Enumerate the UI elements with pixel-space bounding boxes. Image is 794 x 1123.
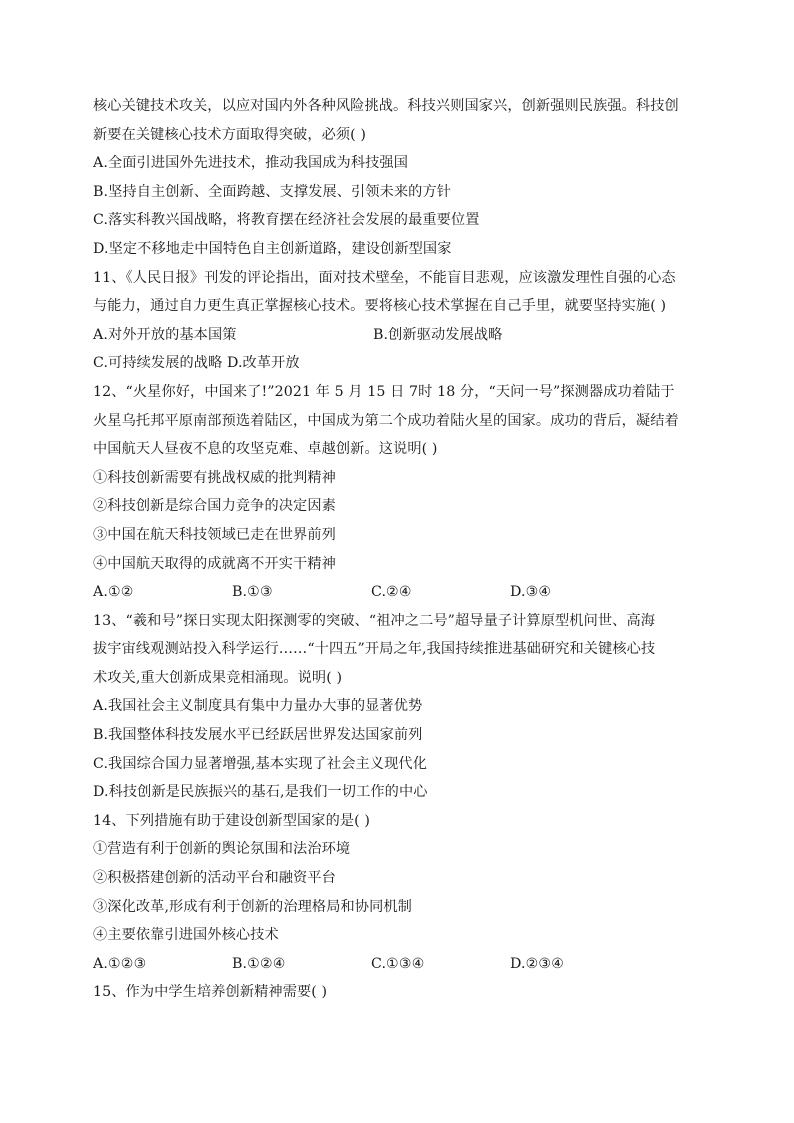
intro-option-c: C.落实科教兴国战略，将教育摆在经济社会发展的最重要位置 bbox=[93, 212, 480, 229]
q13-stem-line-1: 13、“羲和号”探日实现太阳探测零的突破、“祖冲之二号”超导量子计算原型机问世、高海 bbox=[93, 612, 656, 629]
exam-page bbox=[93, 92, 705, 1007]
q11-stem-line-1: 11、《人民日报》刊发的评论指出，面对技术壁垒，不能盲目悲观，应该激发理性自强的心态 bbox=[93, 269, 676, 286]
q14-item-4: ④主要依靠引进国外核心技术 bbox=[93, 927, 279, 944]
q14-choice-b: B.①②④ bbox=[232, 955, 286, 972]
q15-stem-line-1: 15、作为中学生培养创新精神需要( ) bbox=[93, 984, 328, 1001]
q13-option-b: B.我国整体科技发展水平已经跃居世界发达国家前列 bbox=[93, 727, 423, 744]
q11-option-b: B.创新驱动发展战略 bbox=[373, 326, 503, 343]
intro-option-b: B.坚持自主创新、全面跨越、支撑发展、引领未来的方针 bbox=[93, 183, 452, 200]
q12-choice-c: C.②④ bbox=[371, 584, 412, 601]
q14-choices-row bbox=[93, 950, 705, 979]
q13-option-d: D.科技创新是民族振兴的基石,是我们一切工作的中心 bbox=[93, 784, 428, 801]
q12-item-1: ①科技创新需要有挑战权威的批判精神 bbox=[93, 469, 336, 486]
q12-choice-a: A.①② bbox=[93, 584, 134, 601]
q14-choice-a: A.①②③ bbox=[93, 955, 147, 972]
q14-item-1: ①营造有利于创新的舆论氛围和法治环境 bbox=[93, 841, 351, 858]
q12-stem-line-1: 12、“火星你好，中国来了!”2021 年 5 月 15 日 7时 18 分，“天问一号”探测器成功着陆于 bbox=[93, 383, 675, 400]
q11-option-a: A.对外开放的基本国策 bbox=[93, 326, 237, 343]
intro-stem-line-2: 新要在关键核心技术方面取得突破，必须( ) bbox=[93, 126, 367, 143]
q14-item-3: ③深化改革,形成有利于创新的治理格局和协同机制 bbox=[93, 898, 412, 915]
q12-stem-line-3: 中国航天人昼夜不息的攻坚克难、卓越创新。这说明( ) bbox=[93, 441, 438, 458]
q11-stem-line-2: 与能力，通过自力更生真正掌握核心技术。要将核心技术掌握在自己手里，就要坚持实施( ) bbox=[93, 298, 667, 315]
q13-option-c: C.我国综合国力显著增强,基本实现了社会主义现代化 bbox=[93, 755, 427, 772]
q12-item-4: ④中国航天取得的成就离不开实干精神 bbox=[93, 555, 336, 572]
q12-choices-row bbox=[93, 578, 705, 607]
q12-item-3: ③中国在航天科技领域已走在世界前列 bbox=[93, 526, 336, 543]
q14-choice-d: D.②③④ bbox=[510, 955, 565, 972]
q13-option-a: A.我国社会主义制度具有集中力量办大事的显著优势 bbox=[93, 698, 423, 715]
intro-stem-line-1: 核心关键技术攻关，以应对国内外各种风险挑战。科技兴则国家兴，创新强则民族强。科技创 bbox=[93, 98, 679, 114]
q12-choice-b: B.①③ bbox=[232, 584, 273, 601]
q14-item-2: ②积极搭建创新的活动平台和融资平台 bbox=[93, 870, 336, 887]
q13-stem-line-2: 拔宇宙线观测站投入科学运行……“十四五”开局之年,我国持续推进基础研究和关键核心技 bbox=[93, 641, 656, 658]
q12-choice-d: D.③④ bbox=[510, 584, 552, 601]
q12-stem-line-2: 火星乌托邦平原南部预选着陆区，中国成为第二个成功着陆火星的国家。成功的背后，凝结着 bbox=[93, 412, 679, 429]
q13-stem-line-3: 术攻关,重大创新成果竞相涌现。说明( ) bbox=[93, 669, 343, 686]
intro-option-d: D.坚定不移地走中国特色自主创新道路，建设创新型国家 bbox=[93, 240, 452, 257]
q11-option-cd: C.可持续发展的战略 D.改革开放 bbox=[93, 355, 300, 372]
intro-option-a: A.全面引进国外先进技术，推动我国成为科技强国 bbox=[93, 155, 408, 172]
q14-choice-c: C.①③④ bbox=[371, 955, 425, 972]
q14-stem-line-1: 14、下列措施有助于建设创新型国家的是( ) bbox=[93, 812, 371, 829]
q11-options-row bbox=[93, 321, 705, 350]
q12-item-2: ②科技创新是综合国力竞争的决定因素 bbox=[93, 498, 336, 515]
